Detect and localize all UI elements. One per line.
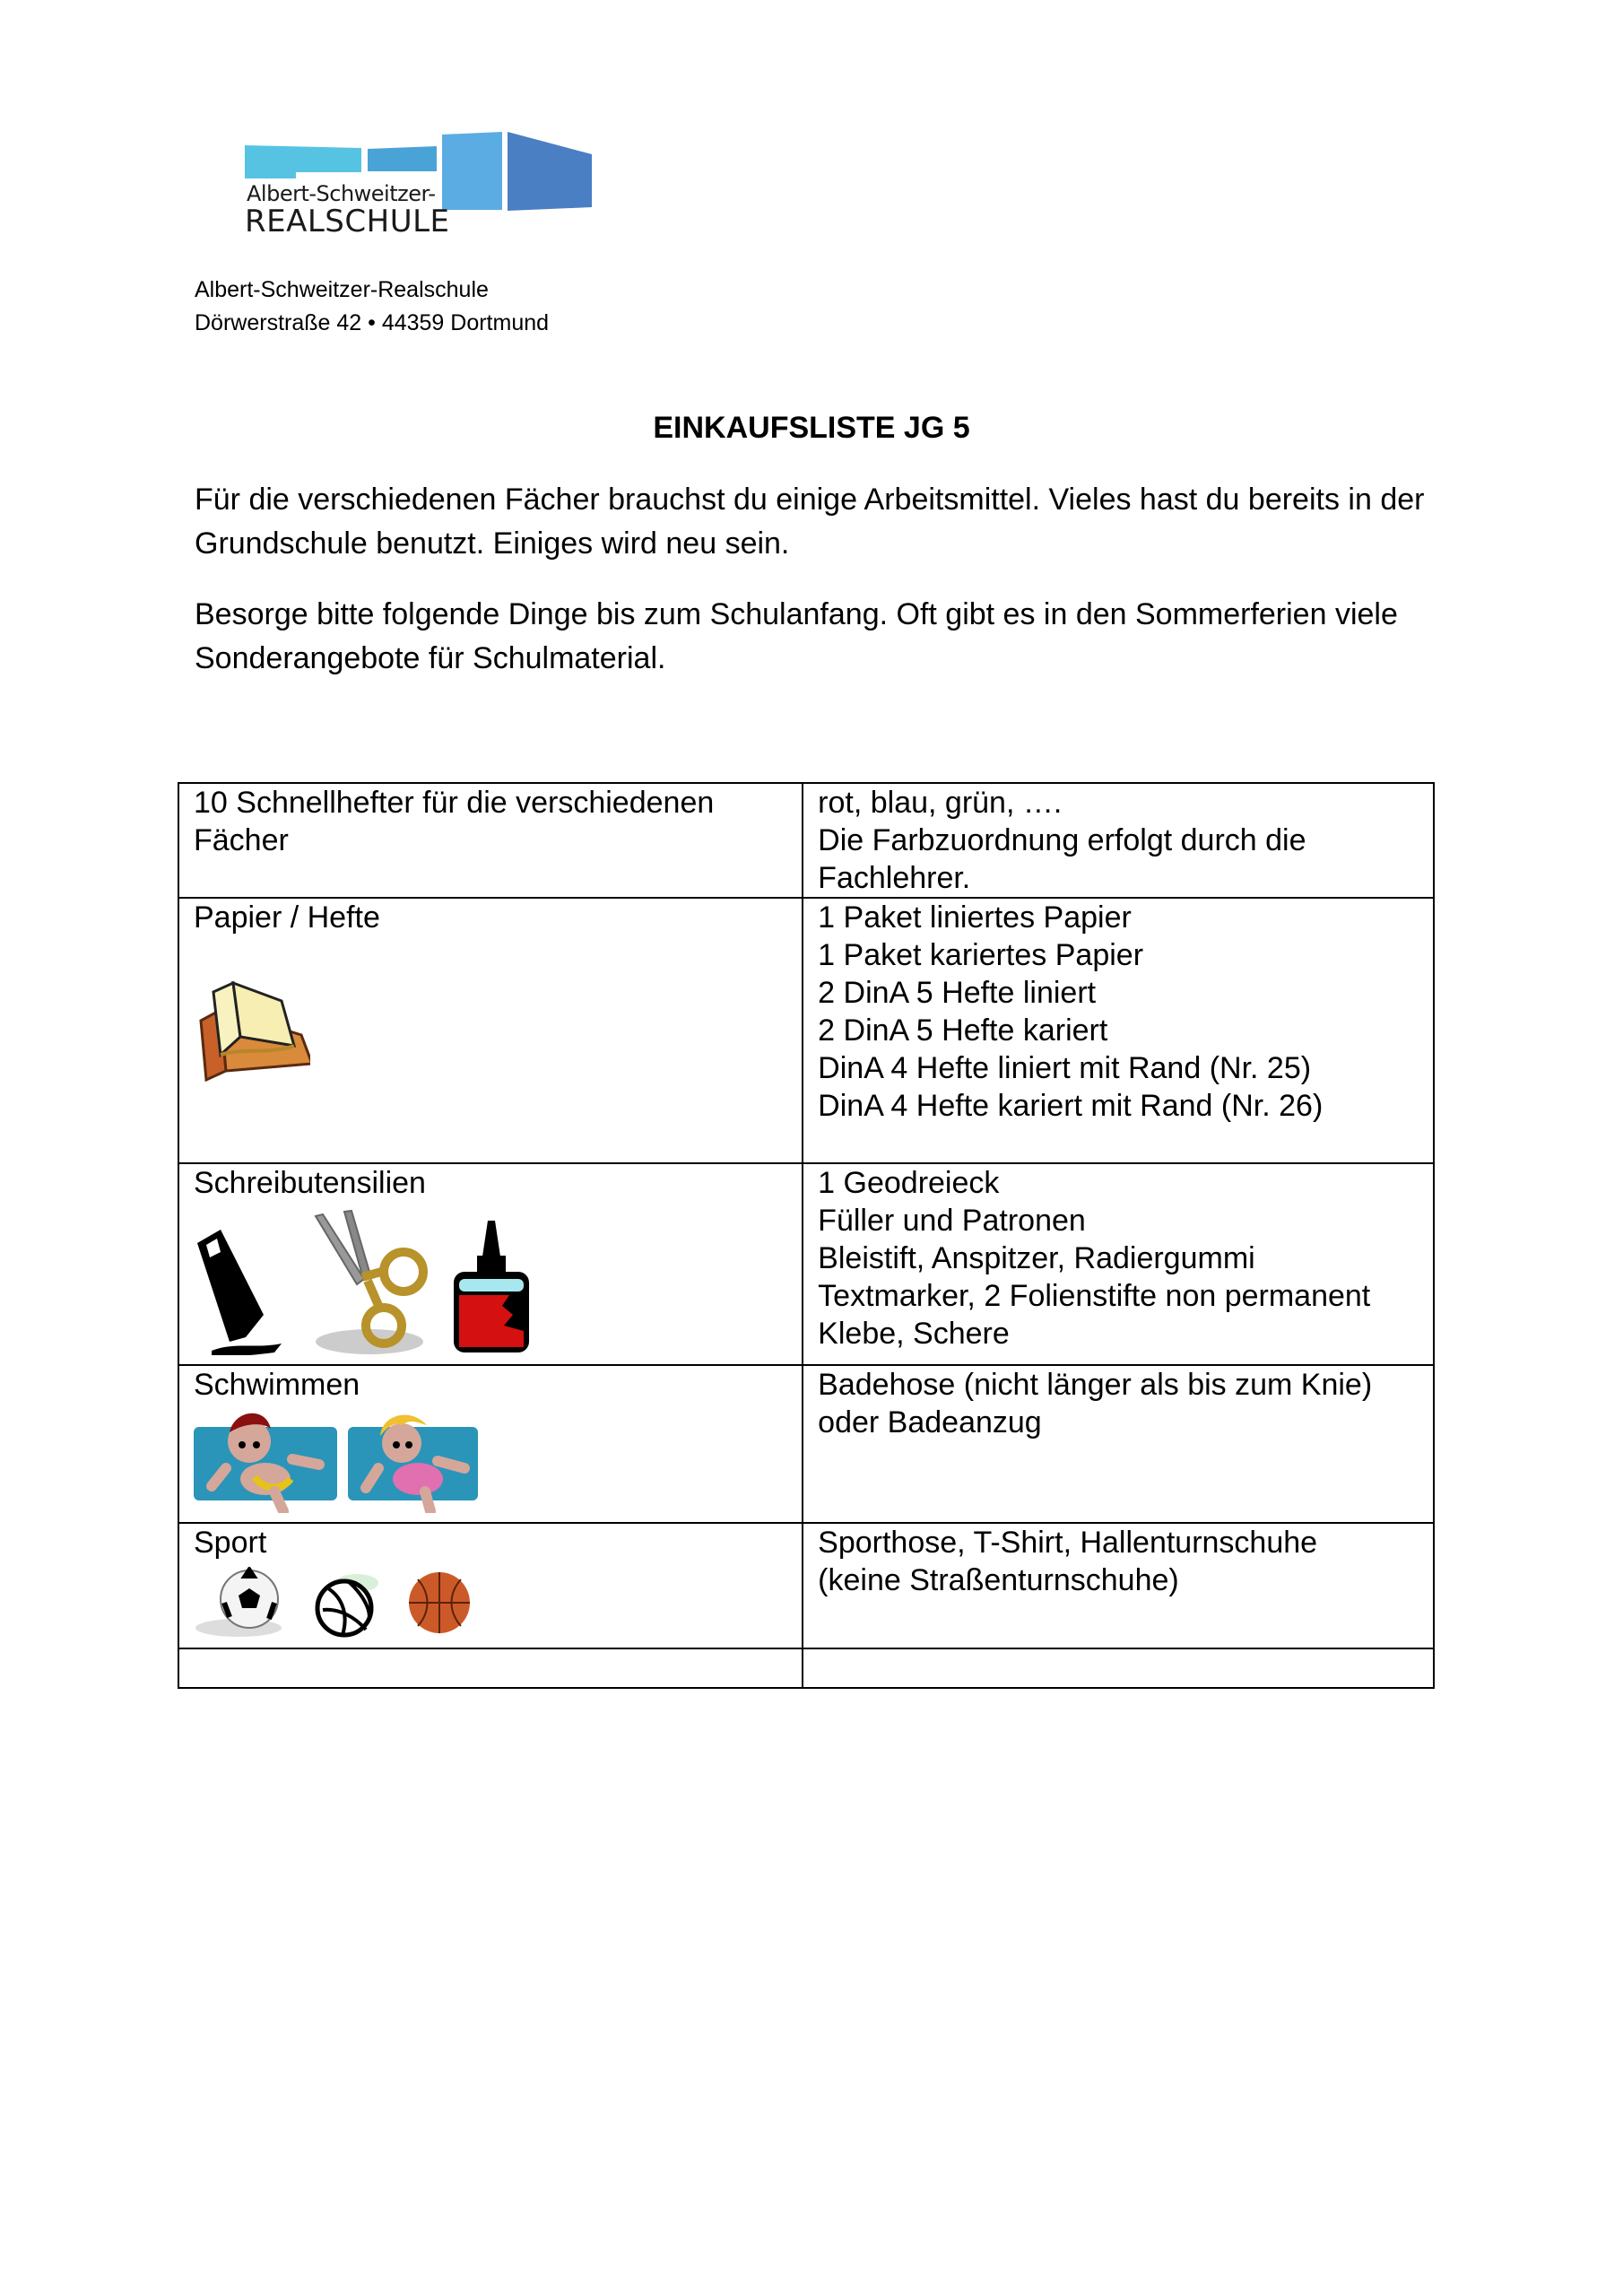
school-address — [195, 274, 549, 340]
item-line: oder Badeanzug — [818, 1405, 1042, 1439]
school-logo — [242, 121, 601, 242]
item-line: 1 Geodreieck — [818, 1166, 1000, 1200]
category-label: Schreibutensilien — [194, 1166, 426, 1200]
category-label: Fächer — [194, 823, 289, 857]
document-title: EINKAUFSLISTE JG 5 — [653, 411, 970, 445]
item-line: 1 Paket liniertes Papier — [818, 900, 1132, 935]
items-cell — [803, 1163, 1434, 1365]
intro-paragraph-1: Für die verschiedenen Fächer brauchst du einige Arbeitsmittel. Vieles hast du bereits in der Grundschule benutzt. Einiges wird neu sein. — [195, 483, 1425, 561]
scissors-icon — [298, 1207, 432, 1364]
items-cell — [803, 1648, 1434, 1688]
logo-text-name: Albert-Schweitzer- — [247, 181, 436, 206]
item-line: Die Farbzuordnung erfolgt durch die — [818, 823, 1306, 857]
items-cell — [803, 898, 1434, 1163]
items-cell — [803, 783, 1434, 898]
table-row — [178, 1163, 1434, 1365]
category-label: 10 Schnellhefter für die verschiedenen — [194, 786, 715, 820]
volleyball-icon — [312, 1567, 384, 1648]
category-cell — [178, 1648, 803, 1688]
intro-paragraph-2: Besorge bitte folgende Dinge bis zum Schulanfang. Oft gibt es in den Sommerferien viele Sonderangebote für Schulmaterial. — [195, 597, 1398, 675]
item-line: 2 DinA 5 Hefte liniert — [818, 976, 1097, 1010]
swimmer-boy-icon — [194, 1405, 337, 1522]
item-line: 1 Paket kariertes Papier — [818, 938, 1144, 972]
category-label: Papier / Hefte — [194, 900, 380, 935]
items-cell — [803, 1523, 1434, 1648]
item-line: Badehose (nicht länger als bis zum Knie) — [818, 1368, 1373, 1402]
item-line: Füller und Patronen — [818, 1204, 1086, 1238]
item-line: rot, blau, grün, …. — [818, 786, 1063, 820]
table-row — [178, 783, 1434, 898]
soccer-ball-icon — [194, 1567, 292, 1648]
item-line: DinA 4 Hefte liniert mit Rand (Nr. 25) — [818, 1051, 1312, 1085]
table-row — [178, 1523, 1434, 1648]
category-label: Sport — [194, 1526, 267, 1560]
item-line: Klebe, Schere — [818, 1317, 1010, 1351]
basketball-icon — [404, 1567, 475, 1648]
category-cell — [178, 783, 803, 898]
table-row — [178, 1365, 1434, 1523]
table-row — [178, 898, 1434, 1163]
item-line: Bleistift, Anspitzer, Radiergummi — [818, 1241, 1255, 1275]
category-cell — [178, 1523, 803, 1648]
marker-icon — [194, 1207, 283, 1364]
category-cell — [178, 1365, 803, 1523]
item-line: (keine Straßenturnschuhe) — [818, 1563, 1179, 1597]
category-cell — [178, 898, 803, 1163]
item-line: Sporthose, T-Shirt, Hallenturnschuhe — [818, 1526, 1318, 1560]
swimmer-girl-icon — [348, 1405, 478, 1522]
logo-text-school-type: REALSCHULE — [245, 204, 450, 239]
category-label: Schwimmen — [194, 1368, 360, 1402]
glue-bottle-icon — [447, 1216, 536, 1364]
school-name: Albert-Schweitzer-Realschule — [195, 277, 489, 302]
item-line: DinA 4 Hefte kariert mit Rand (Nr. 26) — [818, 1089, 1324, 1123]
school-street: Dörwerstraße 42 • 44359 Dortmund — [195, 310, 550, 335]
open-book-icon — [194, 974, 310, 1091]
items-cell — [803, 1365, 1434, 1523]
category-cell — [178, 1163, 803, 1365]
shopping-list-table — [178, 782, 1435, 1689]
item-line: Fachlehrer. — [818, 861, 971, 895]
item-line: 2 DinA 5 Hefte kariert — [818, 1013, 1108, 1048]
item-line: Textmarker, 2 Folienstifte non permanent — [818, 1279, 1371, 1313]
table-row-empty — [178, 1648, 1434, 1688]
